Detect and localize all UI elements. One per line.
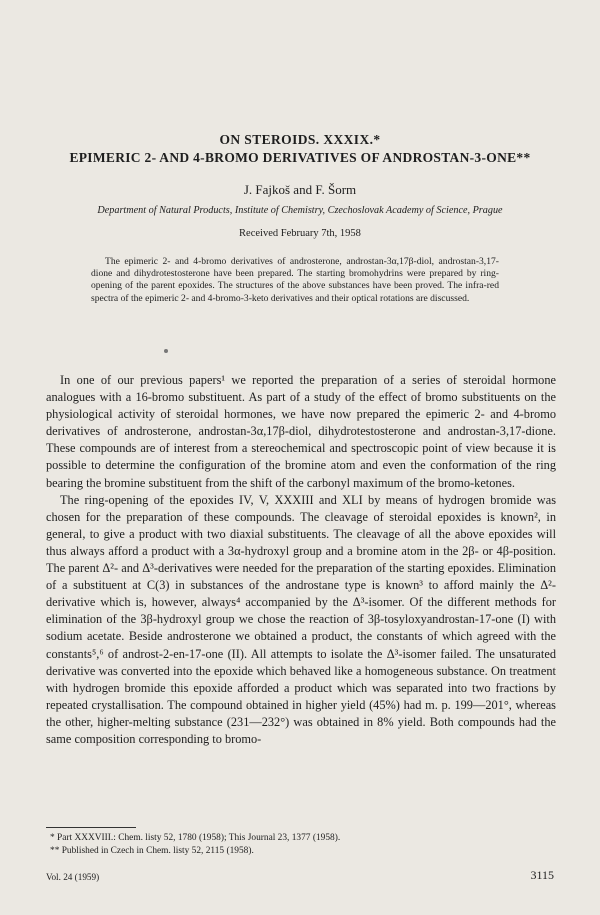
page-speck bbox=[164, 349, 168, 353]
article-title: EPIMERIC 2- AND 4-BROMO DERIVATIVES OF ANDROSTAN-3-ONE** bbox=[69, 150, 531, 165]
abstract-text: The epimeric 2- and 4-bromo derivatives of androsterone, androstan-3α,17β-diol, androstan-3,17-dione and dihydrotestosterone have been prepared. The starting bromohydrins were prepared by ring-opening of the parent epoxides. The structures of the above substances have been proved. The infra-red spectra of the epimeric 2- and 4-bromo-3-keto derivatives and their optical rotations are discussed. bbox=[91, 256, 499, 304]
footnote-divider bbox=[46, 827, 136, 828]
received-date: Received February 7th, 1958 bbox=[239, 228, 361, 239]
affiliation: Department of Natural Products, Institute of Chemistry, Czechoslovak Academy of Science, Prague bbox=[97, 205, 503, 216]
footnote-2: ** Published in Czech in Chem. listy 52, 2115 (1958). bbox=[50, 846, 254, 856]
authors: J. Fajkoš and F. Šorm bbox=[243, 182, 357, 197]
page-number: 3115 bbox=[530, 868, 554, 882]
article-series-title: ON STEROIDS. XXXIX.* bbox=[219, 132, 381, 147]
footnote-1: * Part XXXVIII.: Chem. listy 52, 1780 (1958); This Journal 23, 1377 (1958). bbox=[50, 833, 341, 843]
body-text bbox=[46, 372, 556, 748]
volume-label: Vol. 24 (1959) bbox=[46, 872, 100, 882]
paragraph-1: In one of our previous papers¹ we reported the preparation of a series of steroidal hormone analogues with a 16-bromo substituent. As part of a study of the effect of bromo substituents on the physiological activity of steroidal hormones, we have now prepared the epimeric 2- and 4-bromo derivatives of androsterone, androstan-3α,17β-diol, dihydrotestosterone and androstan-3,17-dione. These compounds are of interest from a stereochemical and spectroscopic point of view because it is possible to determine the configuration of the bromine atom and even the conformation of the ring bearing the bromine substituent from the shift of the carbonyl maximum of the bromo-ketones. bbox=[46, 373, 556, 490]
paragraph-2: The ring-opening of the epoxides IV, V, XXXIII and XLI by means of hydrogen bromide was chosen for the preparation of these compounds. The cleavage of steroidal epoxides is known², in general, to give a product with two diaxial substituents. The cleavage of all the above epoxides will thus always afford a product with a 3α-hydroxyl group and a bromine atom in the 2β- or 4β-position. The parent Δ²- and Δ³-derivatives were needed for the preparation of the starting epoxides. Elimination of a substituent at C(3) in substances of the androstane type is known³ to afford mainly the Δ²-derivative which is, however, always⁴ accompanied by the Δ³-isomer. Of the different methods for elimination of the 3β-hydroxyl group we chose the reaction of 3β-tosyloxyandrostan-17-one (I) with sodium acetate. Beside androsterone we obtained a product, the constants of which agreed with the constants⁵,⁶ of androst-2-en-17-one (II). All attempts to isolate the Δ³-isomer failed. The unsaturated derivative was converted into the epoxide which behaved like a homogeneous substance. On treatment with hydrogen bromide this epoxide afforded a product which was separated into two fractions by repeated crystallisation. The compound obtained in higher yield (45%) had m. p. 199—201°, whereas the other, higher-melting substance (231—232°) was obtained in 8% yield. Both compounds had the same composition corresponding to bromo- bbox=[46, 492, 556, 746]
abstract bbox=[91, 256, 499, 305]
footnotes bbox=[46, 832, 556, 858]
